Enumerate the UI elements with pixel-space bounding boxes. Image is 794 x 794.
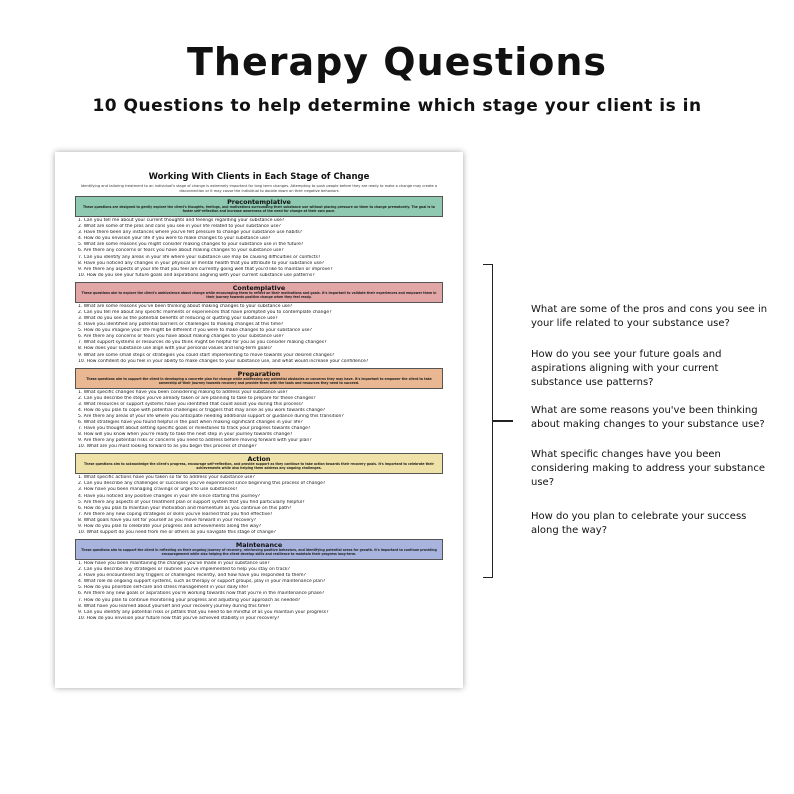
- question-item: 5. How do you prioritize self-care and stress management in your daily life?: [78, 585, 249, 591]
- stage-name: Preparation: [237, 369, 281, 378]
- worksheet-preview: [55, 152, 463, 688]
- question-list: [75, 475, 443, 536]
- question-item: 9. Are there any potential risks or concerns you need to address before moving forward with your plan?: [78, 438, 312, 444]
- worksheet-intro: Identifying and tailoring treatment to an individual's stage of change is extremely important for long term changes. Attempting to push people before they are ready to make a change may create a disconnection or it may cause the individual to double down on their negative behaviors: [80, 184, 438, 193]
- question-item: 7. Are there any new coping strategies or skills you've learned that you find effective?: [78, 511, 273, 517]
- question-item: 8. What goals have you set for yourself as you move forward in your recovery?: [78, 517, 257, 523]
- question-item: 2. Can you describe any strategies or routines you've implemented to help you stay on track?: [78, 567, 290, 573]
- stage-header: [75, 282, 443, 303]
- callout-bracket: [483, 264, 493, 578]
- stage-name: Contemplative: [232, 283, 286, 292]
- bracket-pointer: [493, 420, 513, 422]
- question-item: 9. How do you plan to celebrate your progress and achievements along the way?: [78, 524, 262, 529]
- question-item: 4. How do you plan to cope with potential challenges or triggers that may arise as you work towards change?: [78, 407, 326, 413]
- stage-description: These questions aim to support the client in developing a concrete plan for change while addressing any potential obstacles or concerns they may have. It's important to empower the client to take ownership of their journey towards recovery and provide them with the tools and resources they need to succeed.: [86, 376, 432, 385]
- stage-header: [75, 368, 443, 389]
- question-item: 4. Have you identified any potential barriers or challenges to making changes at this time?: [78, 322, 284, 328]
- question-item: 3. What do you see as the potential benefits of reducing or quitting your substance use?: [78, 315, 278, 321]
- question-item: 10. How do you see your future goals and aspirations aligning with your current substance use patterns?: [78, 272, 315, 278]
- question-item: 2. Can you tell me about any specific moments or experiences that have prompted you to contemplate change?: [78, 309, 332, 315]
- question-item: 1. What specific changes have you been considering making to address your substance use?: [78, 389, 288, 395]
- question-item: 6. Are there any concerns or fears you have about making changes to your substance use?: [78, 334, 284, 340]
- question-item: 9. Are there any aspects of your life that you feel are currently going well that you'd like to maintain or improve?: [78, 266, 333, 272]
- stage-section-precontemplative: [75, 196, 443, 279]
- question-item: 10. How confident do you feel in your ability to make changes to your substance use, and what would increase your confidence?: [78, 358, 369, 364]
- stage-description: These questions are designed to gently explore the client's thoughts, feelings, and motivations surrounding their substance use without placing pressure on them to change prematurely. The goal is to foster self-reflection and increase awareness of the need for change at their own pace.: [82, 205, 435, 214]
- question-item: 1. What specific actions have you taken so far to address your substance use?: [78, 475, 255, 481]
- worksheet-content: [55, 152, 463, 622]
- stage-name: Precontemplative: [227, 198, 291, 207]
- callout-question: What are some reasons you've been thinking about making changes to your substance use?: [531, 405, 765, 430]
- stage-name: Action: [247, 455, 271, 464]
- question-item: 4. How do you envision your life if you were to make changes to your substance use?: [78, 236, 271, 242]
- question-item: 2. Can you describe any challenges or successes you've experienced since beginning this process of change?: [78, 481, 326, 487]
- question-item: 1. How have you been maintaining the changes you've made in your substance use?: [78, 561, 270, 566]
- question-item: 1. Can you tell me about your current thoughts and feelings regarding your substance use?: [78, 218, 285, 223]
- question-item: 7. Have you thought about setting specific goals or milestones to track your progress towards change?: [78, 426, 311, 432]
- highlighted-questions: [531, 303, 771, 555]
- question-item: 3. Have there been any instances where you've felt pressure to change your substance use habits?: [78, 230, 303, 236]
- question-item: 1. What are some reasons you've been thinking about making changes to your substance use?: [78, 303, 293, 309]
- question-item: 8. What have you learned about yourself and your recovery journey during this time?: [78, 603, 271, 609]
- question-list: [75, 304, 443, 365]
- question-item: 8. How will you know when you're ready to take the next step in your journey towards change?: [78, 432, 293, 438]
- callout-question: What are some of the pros and cons you see in your life related to your substance use?: [531, 304, 768, 329]
- stage-header: [75, 539, 443, 560]
- question-item: 2. What are some of the pros and cons you see in your life related to your substance use?: [78, 224, 281, 230]
- question-list: [75, 561, 443, 622]
- question-item: 3. How have you been managing cravings or urges to use substances?: [78, 487, 238, 493]
- stage-section-preparation: [75, 368, 443, 451]
- question-item: 10. How do you envision your future now that you've achieved stability in your recovery?: [78, 615, 280, 621]
- question-item: 2. Can you describe the steps you've already taken or are planning to take to prepare for these changes?: [78, 395, 316, 401]
- stage-section-maintenance: [75, 539, 443, 622]
- question-item: 8. How does your substance use align with your personal values and long-term goals?: [78, 346, 273, 352]
- stage-header: [75, 453, 443, 474]
- question-item: 4. Have you noticed any positive changes in your life since starting this journey?: [78, 493, 260, 499]
- stage-description: These questions aim to support the client in reflecting on their ongoing journey of recovery, reinforcing positive behaviors, and identifying potential areas for growth. It's important to continue providing encouragement while also helping the client develop skills and resilience to maintain their progress long-term.: [81, 548, 437, 557]
- page-subtitle: 10 Questions to help determine which stage your client is in: [92, 96, 702, 116]
- question-item: 7. How do you plan to continue monitoring your progress and adjusting your approach as needed?: [78, 597, 301, 603]
- stage-name: Maintenance: [235, 541, 283, 550]
- stage-sections: [75, 196, 443, 622]
- question-item: 10. What support do you need from me or others as you navigate this stage of change?: [78, 530, 276, 536]
- callout-question: What specific changes have you been considering making to address your substance use?: [531, 449, 765, 488]
- question-item: 5. Are there any aspects of your treatment plan or support system that you find particularly helpful?: [78, 499, 305, 505]
- question-list: [75, 218, 443, 279]
- stage-description: These questions aim to acknowledge the client's progress, encourage self-reflection, and provide support as they continue to take action towards their recovery goals. It's important to celebrate their achievements while also helping them address any ongoing challenges.: [84, 462, 434, 471]
- question-item: 6. How do you plan to maintain your motivation and momentum as you continue on this path?: [78, 505, 292, 511]
- question-item: 3. What resources or support systems have you identified that could assist you during this process?: [78, 401, 304, 407]
- question-item: 6. Are there any concerns or fears you have about making changes to your substance use?: [78, 248, 284, 254]
- question-item: 9. What are some small steps or strategies you could start implementing to move towards your desired changes?: [78, 352, 335, 358]
- question-item: 6. Are there any new goals or aspirations you're working towards now that you're in the maintenance phase?: [78, 591, 325, 597]
- question-list: [75, 390, 443, 451]
- question-item: 4. What role do ongoing support systems, such as therapy or support groups, play in your maintenance plan?: [78, 579, 326, 585]
- question-item: 9. Can you identify any potential risks or pitfalls that you need to be mindful of as you maintain your progress?: [78, 609, 329, 615]
- question-item: 6. What strategies have you found helpful in the past when making significant changes in your life?: [78, 419, 303, 425]
- worksheet-title: Working With Clients in Each Stage of Change: [148, 172, 370, 182]
- question-item: 5. What are some reasons you might consider making changes to your substance use in the future?: [78, 242, 304, 248]
- question-item: 7. Can you identify any areas in your life where your substance use may be causing difficulties or conflicts?: [78, 254, 321, 260]
- question-item: 3. Have you encountered any triggers or challenges recently, and how have you responded to them?: [78, 573, 306, 579]
- question-item: 10. What are you most looking forward to as you begin this process of change?: [78, 444, 257, 450]
- question-item: 5. Are there any areas of your life where you anticipate needing additional support or guidance during this transition?: [78, 413, 344, 419]
- callout-question: How do you plan to celebrate your success along the way?: [531, 511, 747, 536]
- stage-section-action: [75, 453, 443, 536]
- stage-header: [75, 196, 443, 217]
- question-item: 7. What support systems or resources do you think might be helpful for you as you consider making changes?: [78, 340, 327, 346]
- page-title: Therapy Questions: [186, 40, 608, 84]
- question-item: 5. How do you imagine your life might be different if you were to make changes to your substance use?: [78, 328, 312, 334]
- stage-description: These questions aim to explore the client's ambivalence about change while encouraging them to reflect on their motivations and goals. It's important to validate their experiences and empower them in their journey towards positive change when they feel ready.: [81, 290, 437, 299]
- stage-section-contemplative: [75, 282, 443, 365]
- callout-question: How do you see your future goals and aspirations aligning with your current substance use patterns?: [531, 349, 722, 388]
- question-item: 8. Have you noticed any changes in your physical or mental health that you attribute to your substance use?: [78, 260, 325, 266]
